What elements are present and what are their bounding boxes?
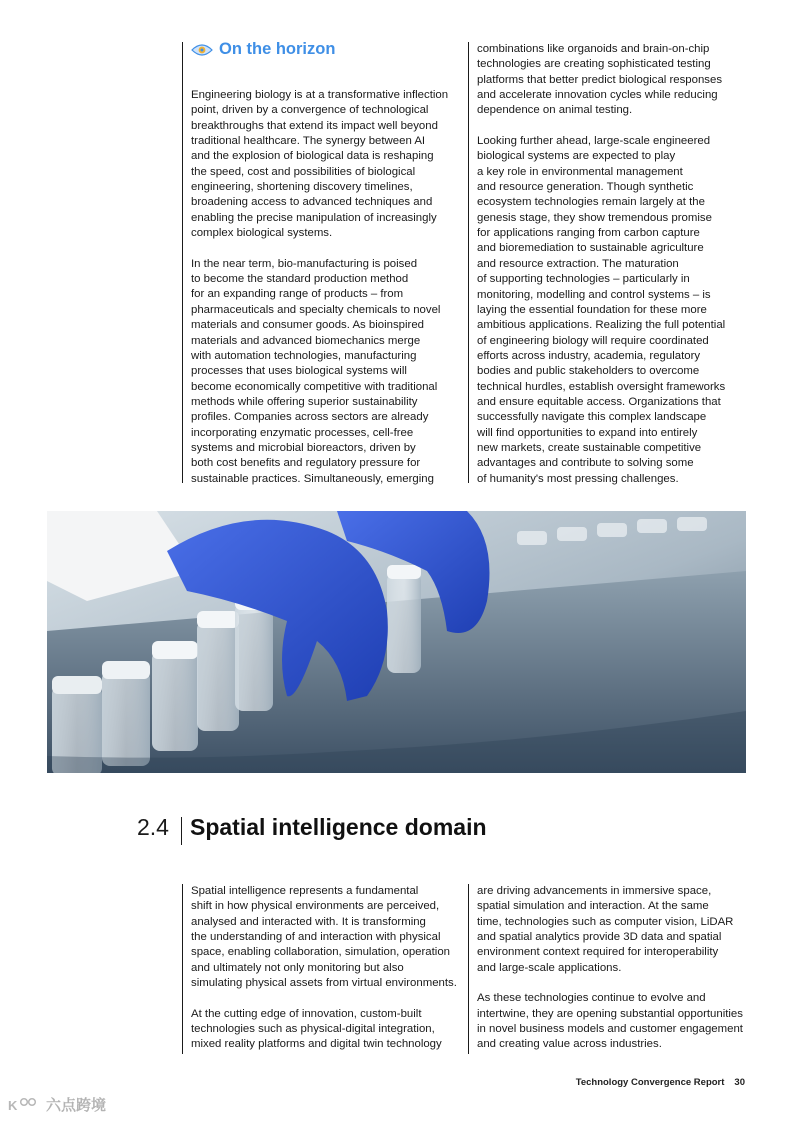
paragraph: In the near term, bio-manufacturing is poised to become the standard production method for an expanding range of products – from pharmaceuticals and specialty chemicals to novel materials and consumer goods. As bioinspired materials and advanced biomechanics merge with automation technologies, manufacturing processes that uses biological systems will become economically competitive with traditional methods while offering superior sustainability profiles. Companies across sectors are already incorporating enzymatic processes, cell-free systems and microbial bioreactors, driven by both cost benefits and regulatory pressure for sustainable practices. Simultaneously, emerging — [191, 257, 441, 485]
page-footer — [576, 1077, 745, 1088]
lab-vials-photo — [47, 511, 746, 773]
watermark — [8, 1094, 106, 1115]
top-right-column — [468, 42, 748, 483]
report-title: Technology Convergence Report — [575, 1077, 725, 1088]
paragraph: combinations like organoids and brain-on-chip technologies are creating sophisticated testing platforms that better predict biological responses and accelerate innovation cycles while reducing dependence on animal testing. — [477, 43, 723, 117]
paragraph: Spatial intelligence represents a fundamental shift in how physical environments are perceived, analysed and interacted with. It is transforming the understanding of and interaction with physical space, enabling collaboration, simulation, operation and ultimately not only monitoring but also simulating physical assets from virtual environments. — [191, 885, 457, 990]
eye-icon — [191, 43, 213, 57]
paragraph: Looking further ahead, large-scale engineered biological systems are expected to play a key role in environmental management and resource generation. Though synthetic ecosystem technologies remain largely at the genesis stage, they show tremendous promise for applications ranging from carbon capture and bioremediation to sustainable agriculture and resource extraction. The maturation of supporting technologies – particularly in monitoring, modelling and control systems – is laying the essential foundation for these more ambitious applications. Realizing the full potential of engineering biology will require coordinated efforts across industry, academia, regulatory bodies and public stakeholders to overcome technical hurdles, establish oversight frameworks and ensure equitable access. Organizations that successfully navigate this complex landscape will find opportunities to expand into entirely new markets, create sustainable competitive advantages and contribute to solving some of humanity's most pressing challenges. — [477, 135, 726, 485]
horizon-heading — [191, 42, 460, 58]
watermark-logo-icon — [8, 1096, 40, 1114]
section-divider — [181, 817, 182, 845]
paragraph: At the cutting edge of innovation, custom-built technologies such as physical-digital integration, mixed reality platforms and digital twin technology — [191, 1007, 442, 1051]
section-title: Spatial intelligence domain — [190, 814, 487, 840]
paragraph: Engineering biology is at a transformative inflection point, driven by a convergence of technological breakthroughs that extend its impact well beyond traditional healthcare. The synergy between AI and the explosion of biological data is reshaping the speed, cost and possibilities of biological engineering, shortening discovery timelines, broadening access to advanced techniques and enabling the precise manipulation of increasingly complex biological systems. — [191, 89, 449, 240]
bottom-left-column — [182, 884, 460, 1054]
watermark-text: 六点跨境 — [46, 1097, 107, 1114]
svg-text:K: K — [8, 1097, 18, 1113]
section-number: 2.4 — [137, 814, 169, 840]
bottom-right-column — [468, 884, 748, 1054]
paragraph: As these technologies continue to evolve and intertwine, they are opening substantial opportunities in novel business models and customer engagement and creating value across industries. — [477, 992, 743, 1051]
page-number: 30 — [734, 1077, 745, 1088]
paragraph: are driving advancements in immersive space, spatial simulation and interaction. At the same time, technologies such as computer vision, LiDAR and spatial analytics provide 3D data and spatial environment context required for interoperability and large-scale applications. — [477, 885, 734, 974]
top-left-column — [182, 42, 460, 483]
horizon-title: On the horizon — [219, 40, 336, 59]
